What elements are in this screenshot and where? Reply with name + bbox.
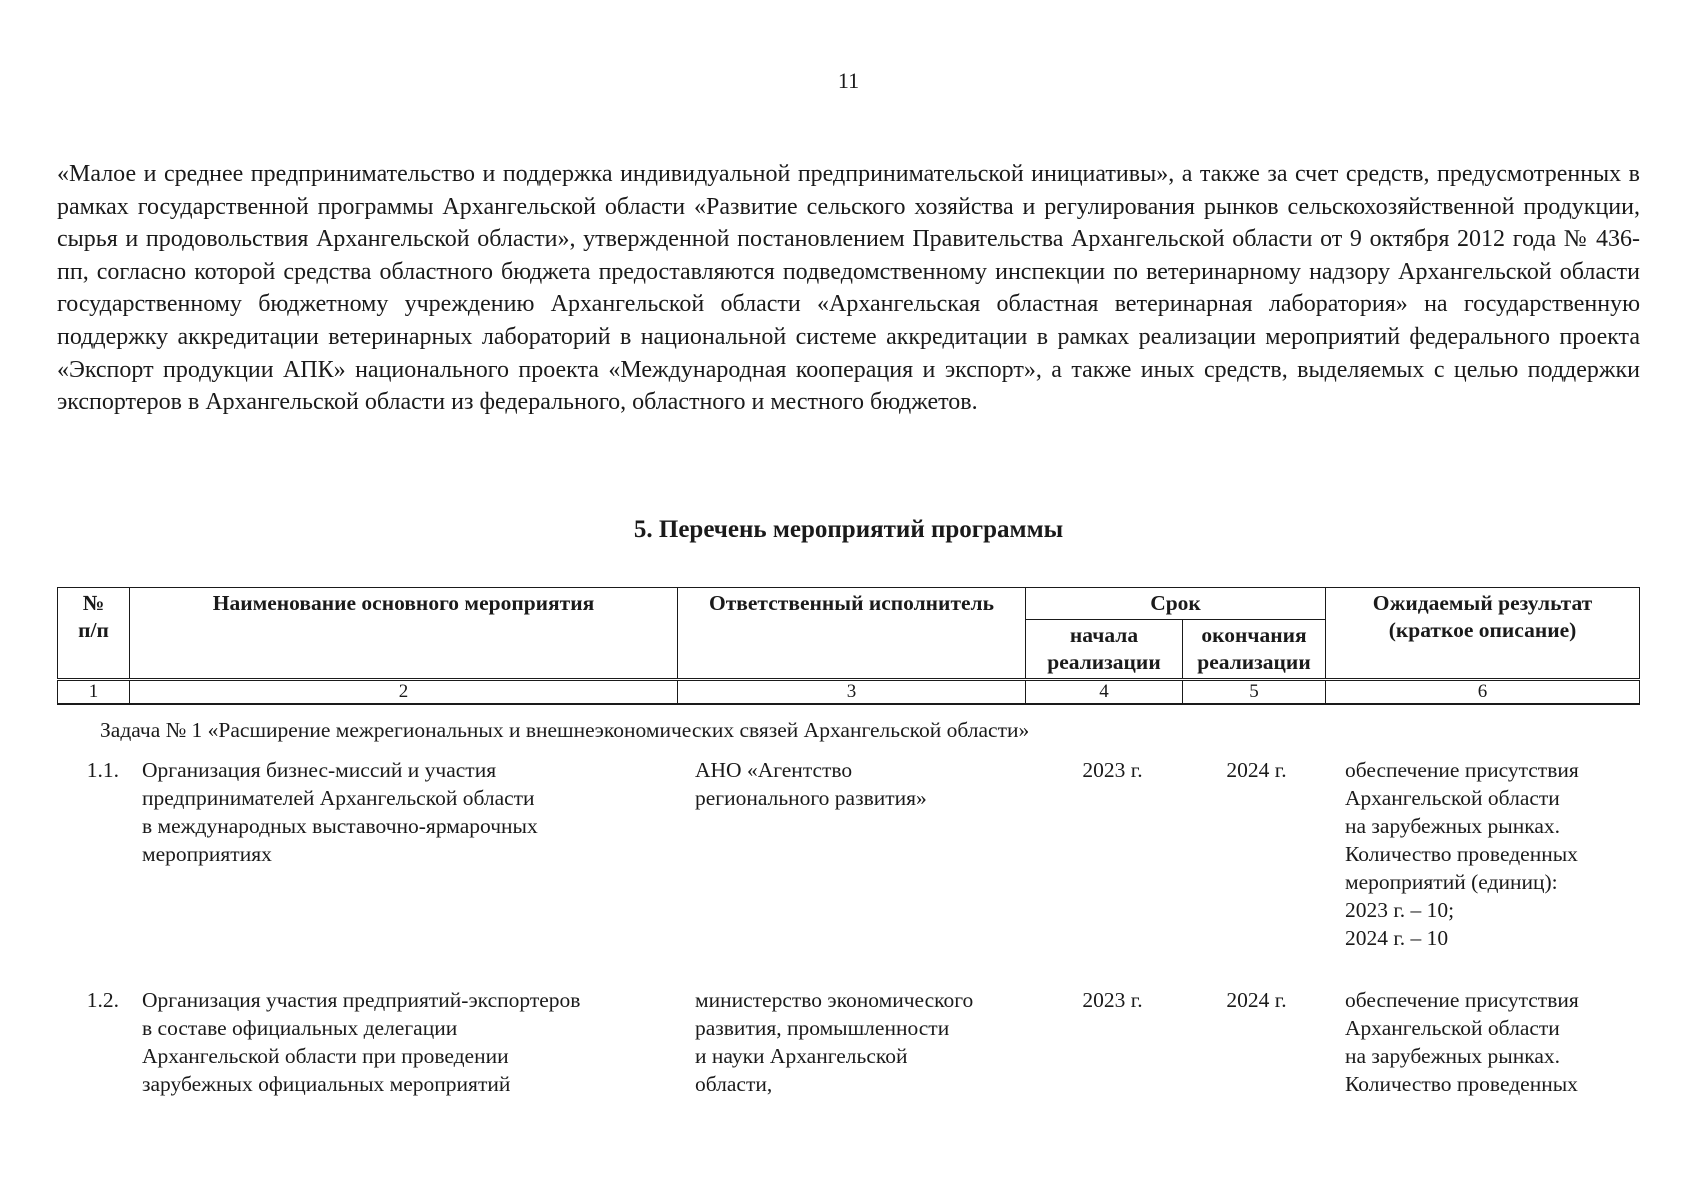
row-number: 1.2. [86, 988, 119, 1012]
row-responsible: министерство экономического развития, промышленности и науки Архангельской области, [695, 988, 974, 1096]
row-end: 2024 г. [1226, 758, 1287, 782]
header-num-symbol: № [82, 591, 105, 615]
row-start: 2023 г. [1082, 758, 1143, 782]
column-number: 5 [1183, 680, 1326, 705]
header-name: Наименование основного мероприятия [130, 588, 678, 680]
header-start: начала реализации [1026, 620, 1183, 680]
row-result: обеспечение присутствия Архангельской области на зарубежных рынках. Количество проведенных [1345, 988, 1579, 1096]
section-title: 5. Перечень мероприятий программы [633, 516, 1064, 543]
header-term: Срок [1026, 588, 1326, 620]
measures-table-body [57, 756, 1640, 1132]
column-number: 6 [1326, 680, 1640, 705]
table-row [57, 986, 1640, 1132]
page-number: 11 [837, 68, 860, 93]
header-num-abbr: п/п [78, 618, 109, 642]
row-measure-name: Организация бизнес-миссий и участия предпринимателей Архангельской области в международных выставочно-ярмарочных мероприятиях [142, 758, 538, 866]
row-result: обеспечение присутствия Архангельской области на зарубежных рынках. Количество проведенных мероприятий (единиц): 2023 г. – 10; 2024 г. – 10 [1345, 758, 1579, 950]
column-number: 3 [678, 680, 1026, 705]
header-result-title: Ожидаемый результат [1372, 591, 1593, 615]
header-result [1326, 588, 1640, 680]
row-number: 1.1. [86, 758, 119, 782]
header-result-subtitle: (краткое описание) [1388, 618, 1577, 642]
measures-table-header [57, 587, 1640, 705]
row-measure-name: Организация участия предприятий-экспортеров в составе официальных делегации Архангельской области при проведении зарубежных официальных мероприятий [142, 988, 581, 1096]
column-number: 2 [130, 680, 678, 705]
task-title: Задача № 1 «Расширение межрегиональных и внешнеэкономических связей Архангельской области» [100, 718, 1030, 742]
column-number: 1 [58, 680, 130, 705]
header-num [58, 588, 130, 680]
table-row [57, 756, 1640, 986]
row-responsible: АНО «Агентство регионального развития» [695, 758, 927, 810]
row-start: 2023 г. [1082, 988, 1143, 1012]
intro-paragraph: «Малое и среднее предпринимательство и поддержка индивидуальной предпринимательской инициативы», а также за счет средств, предусмотренных в рамках государственной программы Архангельской области «Развитие сельского хозяйства и регулирования рынков сельскохозяйственной продукции, сырья и продовольствия Архангельской области», утвержденной постановлением Правительства Архангельской области от 9 октября 2012 года № 436-пп, согласно которой средства областного бюджета предоставляются подведомственному инспекции по ветеринарному надзору Архангельской области государственному бюджетному учреждению Архангельской области «Архангельская областная ветеринарная лаборатория» на государственную поддержку аккредитации ветеринарных лабораторий в национальной системе аккредитации в рамках реализации мероприятий федерального проекта «Экспорт продукции АПК» национального проекта «Международная кооперация и экспорт», а также иных средств, выделяемых с целью поддержки экспортеров в Архангельской области из федерального, областного и местного бюджетов. [57, 161, 1640, 416]
column-number: 4 [1026, 680, 1183, 705]
header-end: окончания реализации [1183, 620, 1326, 680]
header-responsible: Ответственный исполнитель [678, 588, 1026, 680]
row-end: 2024 г. [1226, 988, 1287, 1012]
